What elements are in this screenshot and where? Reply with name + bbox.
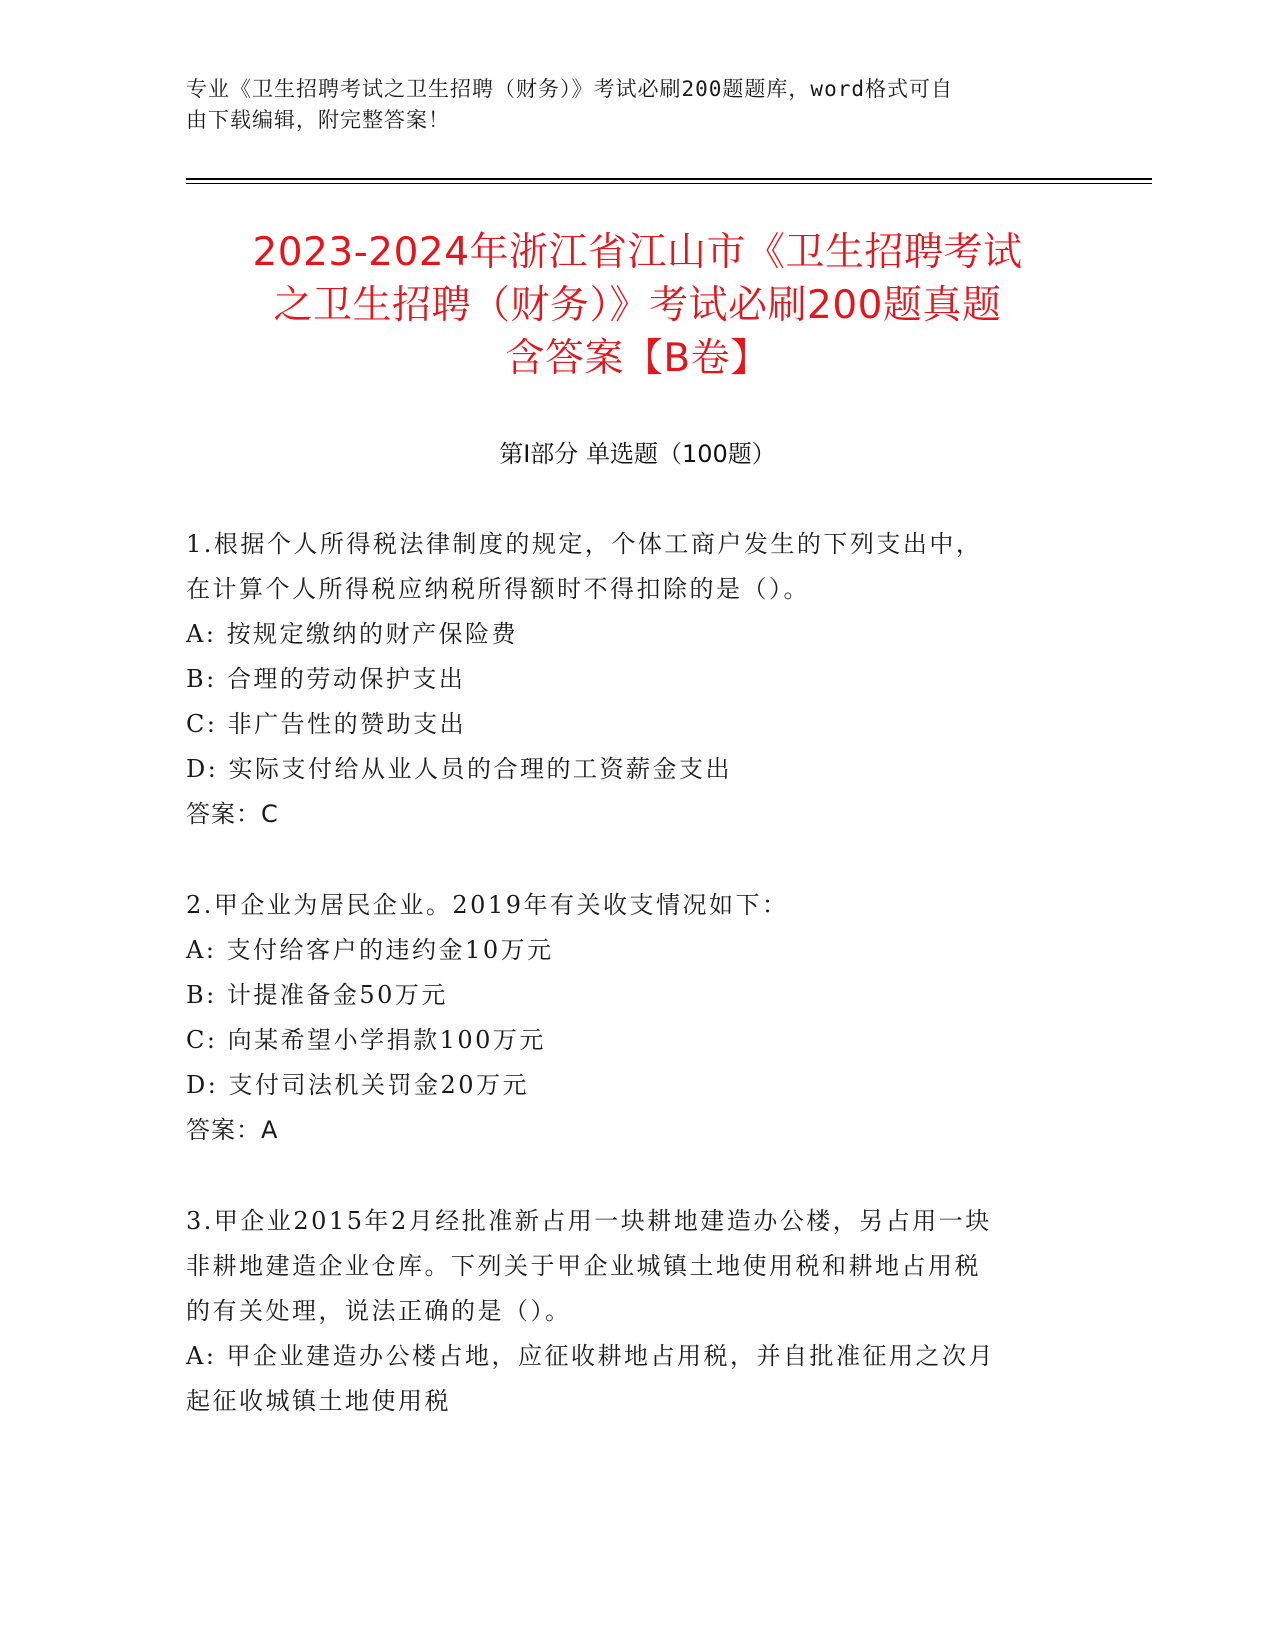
question-1-option-a [186,612,1086,657]
question-list [186,522,1086,1470]
option-letter: B: [186,665,217,693]
question-3-stem-line-2: 非耕地建造企业仓库。下列关于甲企业城镇土地使用税和耕地占用税 [186,1252,981,1280]
question-1-option-b [186,657,1086,702]
option-letter: C: [186,1026,218,1054]
question-1-stem-line-1: 1.根据个人所得税法律制度的规定，个体工商户发生的下列支出中， [186,530,983,558]
option-letter: B: [186,981,217,1009]
option-text: 合理的劳动保护支出 [226,665,466,693]
question-1-option-c [186,702,1086,747]
option-text: 支付给客户的违约金10万元 [226,936,554,964]
option-letter: A: [186,1342,217,1370]
question-2-stem-line-1: 2.甲企业为居民企业。2019年有关收支情况如下： [186,891,789,919]
document-title-line-2: 之卫生招聘（财务）》考试必刷200题真题 [273,283,1002,328]
header-note [186,74,1086,136]
option-text: 向某希望小学捐款100万元 [227,1026,546,1054]
section-title: 第I部分 单选题（100题） [499,440,776,468]
header-note-line-2: 由下载编辑，附完整答案！ [186,108,450,132]
question-1-answer: 答案：C [186,800,279,828]
option-letter: C: [186,710,218,738]
question-1-option-d [186,747,1086,792]
question-3-option-a [186,1334,1086,1379]
document-title [160,226,1115,385]
question-1-stem-line-2: 在计算个人所得税应纳税所得额时不得扣除的是（）。 [186,575,810,603]
option-text: 支付司法机关罚金20万元 [228,1071,530,1099]
document-title-line-3: 含答案【B卷】 [505,336,770,381]
header-divider-thin [186,183,1152,184]
option-letter: D: [186,755,219,783]
option-letter: D: [186,1071,219,1099]
option-text: 计提准备金50万元 [226,981,448,1009]
option-text: 非广告性的赞助支出 [227,710,467,738]
question-2-answer: 答案：A [186,1116,279,1144]
header-divider-thick [186,178,1152,180]
option-text: 实际支付给从业人员的合理的工资薪金支出 [228,755,732,783]
question-2-option-b [186,973,1086,1018]
option-letter: A: [186,620,217,648]
question-2 [186,883,1086,1153]
question-2-option-c [186,1018,1086,1063]
option-text: 甲企业建造办公楼占地，应征收耕地占用税，并自批准征用之次月 [226,1342,996,1370]
question-1 [186,522,1086,837]
question-3 [186,1199,1086,1424]
option-letter: A: [186,936,217,964]
header-note-line-1: 专业《卫生招聘考试之卫生招聘（财务）》考试必刷200题题库，word格式可自 [186,77,953,101]
question-3-stem-line-1: 3.甲企业2015年2月经批准新占用一块耕地建造办公楼，另占用一块 [186,1207,992,1235]
question-2-option-d [186,1063,1086,1108]
question-3-stem-line-3: 的有关处理，说法正确的是（）。 [186,1297,572,1325]
question-2-option-a [186,928,1086,973]
document-title-line-1: 2023-2024年浙江省江山市《卫生招聘考试 [252,230,1023,275]
option-text: 按规定缴纳的财产保险费 [226,620,519,648]
question-3-option-a-continued: 起征收城镇土地使用税 [186,1387,451,1415]
